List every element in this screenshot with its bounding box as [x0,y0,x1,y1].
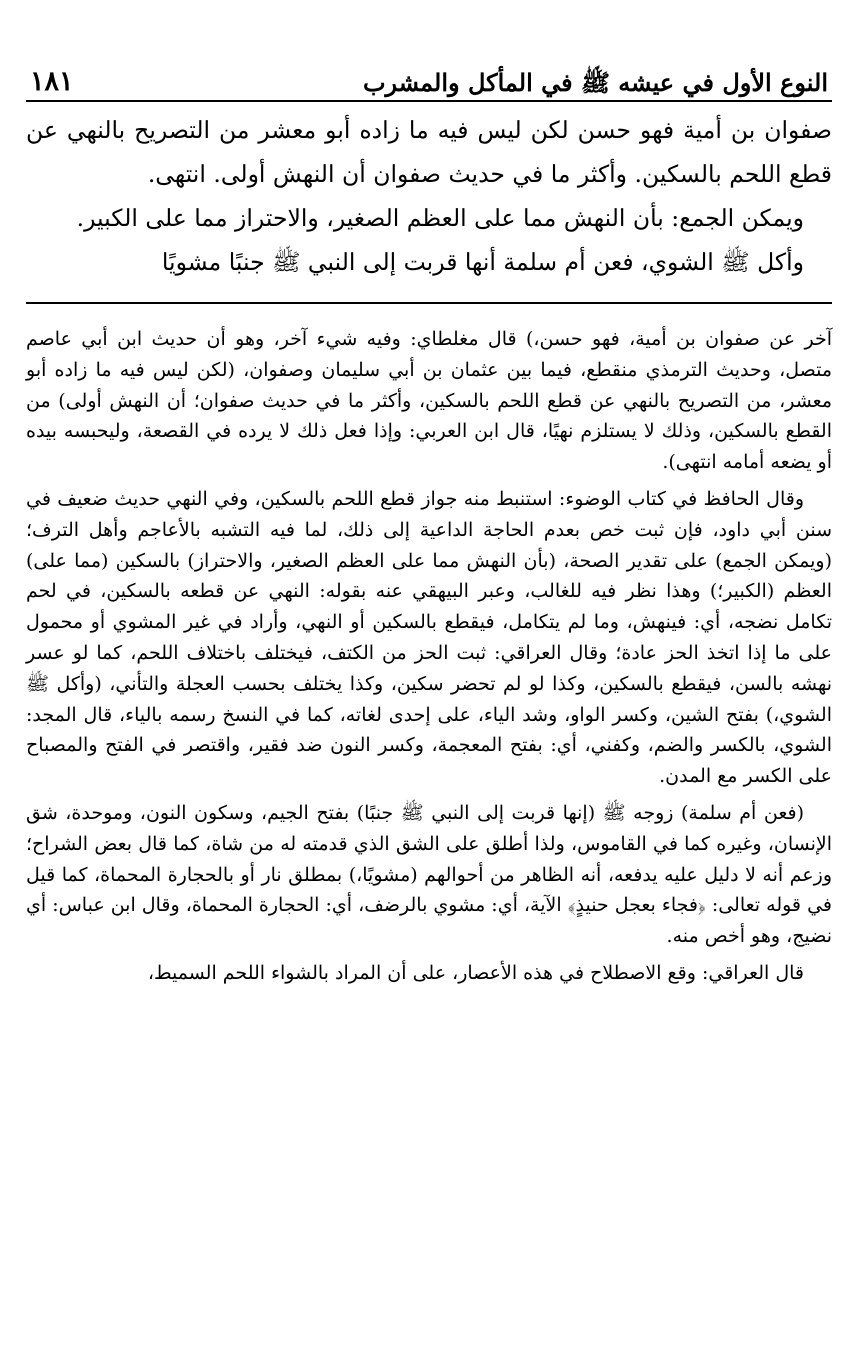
page-header [26,40,832,102]
main-text-paragraph: صفوان بن أمية فهو حسن لكن ليس فيه ما زاده أبو معشر من التصريح بالنهي عن قطع اللحم بالسكين. وأكثر ما في حديث صفوان أن النهش أولى. انتهى. [26,116,832,188]
page-number: ١٨١ [30,65,74,97]
main-text-paragraph: ويمكن الجمع: بأن النهش مما على العظم الصغير، والاحتراز مما على الكبير. [76,204,804,232]
commentary-paragraph: قال العراقي: وقع الاصطلاح في هذه الأعصار، على أن المراد بالشواء اللحم السميط، [147,961,804,984]
main-text [26,108,832,284]
commentary-paragraph: آخر عن صفوان بن أمية، فهو حسن،) قال مغلطاي: وفيه شيء آخر، وهو أن حديث ابن أبي عاصم متصل، وحديث الترمذي منقطع، فيما بين عثمان بن أبي سليمان وصفوان، (لكن ليس فيه ما زاده أبو معشر، من التصريح بالنهي عن قطع اللحم بالسكين، وأكثر ما في حديث صفوان؛ أن النهش أولى) من القطع بالسكين، وذلك لا يستلزم نهيًا، قال ابن العربي: وإذا فعل ذلك لا يرده في القصعة، وليحبسه بيده أو يضعه أمامه انتهى). [26,328,832,474]
commentary [26,324,832,989]
main-text-paragraph: وأكل ﷺ الشوي، فعن أم سلمة أنها قربت إلى النبي ﷺ جنبًا مشويًا [161,248,804,276]
commentary-paragraph: وقال الحافظ في كتاب الوضوء: استنبط منه جواز قطع اللحم بالسكين، وفي النهي حديث ضعيف في سنن أبي داود، فإن ثبت خص بعدم الحاجة الداعية إلى ذلك، لما فيه التشبه بالأعاجم وأهل الترف؛ (ويمكن الجمع) على تقدير الصحة، (بأن النهش مما على العظم الصغير، والاحتراز) بالسكين (مما على) العظم (الكبير؛) وهذا نظر فيه للغالب، وعبر البيهقي عنه بقوله: النهي عن قطعه بالسكين، في لحم تكامل نضجه، أي: فينهش، وما لم يتكامل، فيقطع بالسكين أو النهي، وأراد في غير المشوي أو محمول على ما إذا اتخذ الحز عادة؛ وقال العراقي: ثبت الحز من الكتف، فيختلف باختلاف اللحم، كما لو عسر نهشه بالسن، فيقطع بالسكين، وكذا لو لم تحضر سكين، وكذا يختلف بحسب العجلة والتأني، (وأكل ﷺ الشوي،) بفتح الشين، وكسر الواو، وشد الياء، على إحدى لغاته، كما في النسخ رسمه بالياء، قال المجد: الشوي، بالكسر والضم، وكفني، أي: بفتح المعجمة، وكسر النون ضد فقير، واقتصر في الفتح والمصباح على الكسر مع المدن. [26,487,832,788]
running-title: النوع الأول في عيشه ﷺ في المأكل والمشرب [362,67,828,97]
section-divider [26,302,832,304]
commentary-paragraph: (فعن أم سلمة) زوجه ﷺ (إنها قربت إلى النبي ﷺ جنبًا) بفتح الجيم، وسكون النون، وموحدة، شق الإنسان، وغيره كما في القاموس، ولذا أطلق على الشق الذي قدمته له من شاة، كما قال بعض الشراح؛ وزعم أنه لا دليل عليه يدفعه، أنه الظاهر من أحوالهم (مشويًا،) بمطلق نار أو بالحجارة المحماة، كما قيل في قوله تعالى: ﴿فجاء بعجل حنيذٍ﴾ الآية، أي: مشوي بالرضف، أي: الحجارة المحماة، وقال ابن عباس: أي نضيج، وهو أخص منه. [26,801,832,948]
